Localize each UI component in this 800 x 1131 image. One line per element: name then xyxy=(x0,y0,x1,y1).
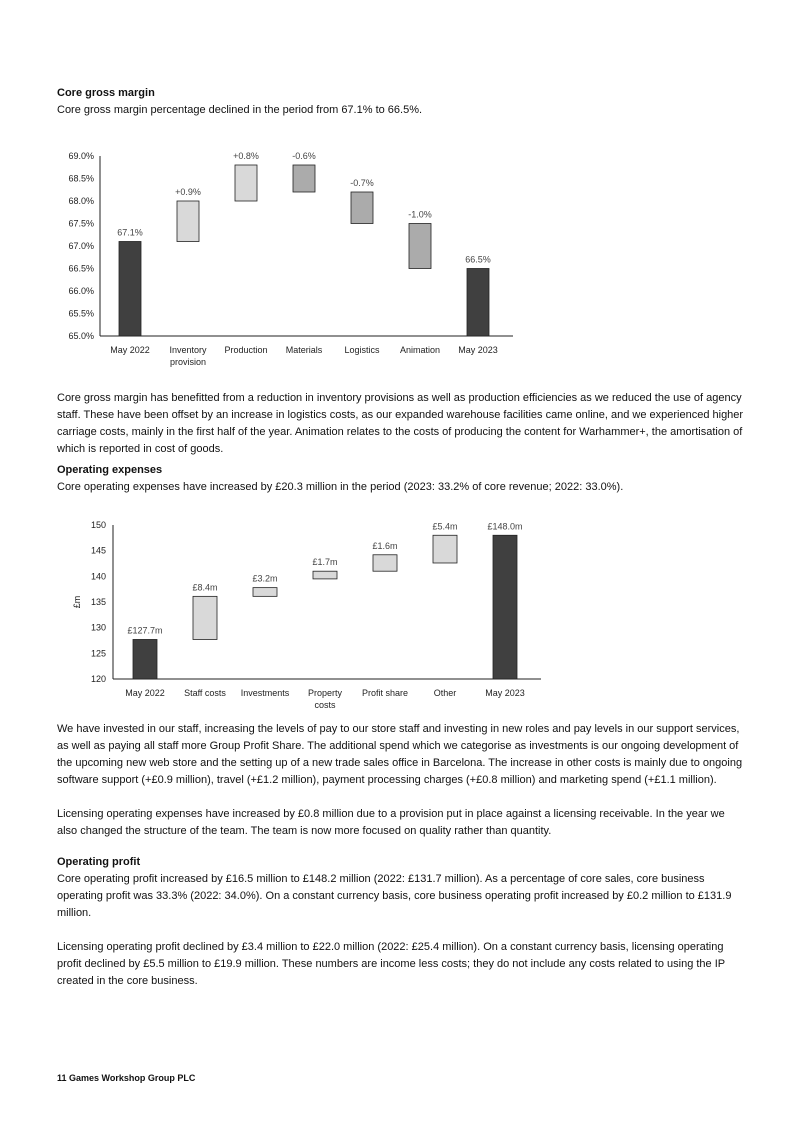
op-profit-body-text-1: Core operating profit increased by £16.5 million to £148.2 million (2022: £131.7 million). As a percentage of core sales, core business operating profit was 33.3% (2022: 34.0%). On a constant currency basis, core business operating profit increased by £0.2 million to £131.9 million. xyxy=(57,873,732,919)
y-tick-label: 67.5% xyxy=(68,218,94,229)
waterfall-bar xyxy=(373,555,397,571)
y-axis-title: £m xyxy=(72,595,82,609)
x-category-label: Other xyxy=(433,688,457,698)
x-category-label: Materials xyxy=(285,345,323,355)
data-label: £1.6m xyxy=(372,540,398,551)
data-label: £5.4m xyxy=(432,521,458,532)
y-tick-label: 65.5% xyxy=(68,308,94,319)
x-category-label: Property xyxy=(307,688,343,698)
gross-margin-waterfall-chart xyxy=(0,140,800,380)
opex-body xyxy=(57,721,747,840)
x-category-label: Production xyxy=(224,345,268,355)
x-category-label: Profit share xyxy=(361,688,409,698)
y-tick-label: 145 xyxy=(90,545,106,556)
waterfall-bar xyxy=(133,639,157,679)
gross-margin-body-text: Core gross margin has benefitted from a reduction in inventory provisions as well as production efficiencies as we reduced the use of agency staff. These have been offset by an increase in logistics costs, as our expanded warehouse facilities came online, and we experienced higher carriage costs, mainly in the first half of the year. Animation relates to the costs of producing the content for Warhammer+, the amortisation of which is reported in cost of goods. xyxy=(57,392,744,455)
y-tick-label: 150 xyxy=(90,520,106,530)
y-tick-label: 140 xyxy=(90,571,106,582)
x-category-label: May 2023 xyxy=(458,345,498,355)
gross-margin-intro xyxy=(57,85,747,119)
y-tick-label: 65.0% xyxy=(68,331,94,341)
waterfall-bar xyxy=(235,165,257,201)
data-label: 67.1% xyxy=(117,227,143,238)
waterfall-bar xyxy=(119,242,141,337)
x-category-label: costs xyxy=(314,700,336,710)
gross-margin-intro-text: Core gross margin percentage declined in the period from 67.1% to 66.5%. xyxy=(57,104,423,116)
op-profit-heading: Operating profit xyxy=(57,856,141,868)
data-label: -1.0% xyxy=(408,209,432,220)
waterfall-bar xyxy=(253,588,277,597)
x-category-label: Inventory xyxy=(169,345,207,355)
y-tick-label: 130 xyxy=(90,622,106,633)
data-label: 66.5% xyxy=(465,254,491,265)
gross-margin-heading: Core gross margin xyxy=(57,87,155,99)
data-label: £1.7m xyxy=(312,557,338,568)
waterfall-bar xyxy=(177,201,199,242)
data-label: -0.6% xyxy=(292,151,316,161)
y-tick-label: 66.0% xyxy=(68,286,94,296)
x-category-label: Investments xyxy=(240,688,290,698)
data-label: +0.8% xyxy=(233,151,259,161)
op-profit-section xyxy=(57,854,747,990)
y-tick-label: 125 xyxy=(90,648,106,659)
data-label: £8.4m xyxy=(192,582,218,593)
data-label: £127.7m xyxy=(127,625,163,636)
opex-heading: Operating expenses xyxy=(57,464,163,476)
x-category-label: provision xyxy=(169,357,207,367)
op-profit-body-text-2: Licensing operating profit declined by £3.4 million to £22.0 million (2022: £25.4 million). On a constant currency basis, licensing operating profit declined by £5.5 million to £19.9 million. These numbers are income less costs; they do not include any costs related to using the IP created in the core business. xyxy=(57,941,725,987)
waterfall-bar xyxy=(351,192,373,224)
y-tick-label: 135 xyxy=(90,597,106,607)
data-label: -0.7% xyxy=(350,178,374,188)
opex-body-text-2: Licensing operating expenses have increased by £0.8 million due to a provision put in place against a licensing receivable. In the year we also changed the structure of the team. The team is now more focused on quality rather than quantity. xyxy=(57,808,725,837)
opex-waterfall-chart xyxy=(0,515,800,715)
x-category-label: Logistics xyxy=(344,345,380,355)
waterfall-bar xyxy=(293,165,315,192)
y-tick-label: 68.5% xyxy=(68,173,94,184)
x-category-label: May 2022 xyxy=(110,345,150,355)
waterfall-bar xyxy=(433,535,457,563)
data-label: £3.2m xyxy=(252,573,278,584)
x-category-label: Staff costs xyxy=(184,688,226,698)
waterfall-bar xyxy=(467,269,489,337)
gross-margin-body xyxy=(57,390,747,458)
data-label: +0.9% xyxy=(175,187,201,197)
y-tick-label: 69.0% xyxy=(68,151,94,161)
waterfall-bar xyxy=(493,535,517,679)
y-tick-label: 66.5% xyxy=(68,263,94,274)
x-category-label: May 2023 xyxy=(485,688,525,698)
opex-body-text-1: We have invested in our staff, increasing the levels of pay to our store staff and investing in new roles and pay levels in our support services, as well as paying all staff more Group Profit Share. The additional spend which we categorise as investments is our ongoing development of the upcoming new web store and the setting up of a new trade sales office in Barcelona. The increase in other costs is mainly due to ongoing software support (+£0.9 million), travel (+£1.2 million), payment processing charges (+£0.8 million) and marketing spend (+£1.1 million). xyxy=(57,723,743,786)
x-category-label: Animation xyxy=(399,345,441,355)
y-tick-label: 67.0% xyxy=(68,241,94,251)
page-footer: 11 Games Workshop Group PLC xyxy=(57,1073,196,1083)
opex-intro xyxy=(57,462,747,496)
y-tick-label: 68.0% xyxy=(68,196,94,206)
waterfall-bar xyxy=(193,596,217,639)
waterfall-bar xyxy=(313,571,337,579)
y-tick-label: 120 xyxy=(90,674,106,684)
waterfall-bar xyxy=(409,224,431,269)
data-label: £148.0m xyxy=(487,521,523,532)
opex-intro-text: Core operating expenses have increased by £20.3 million in the period (2023: 33.2% of core revenue; 2022: 33.0%). xyxy=(57,481,624,493)
x-category-label: May 2022 xyxy=(125,688,165,698)
